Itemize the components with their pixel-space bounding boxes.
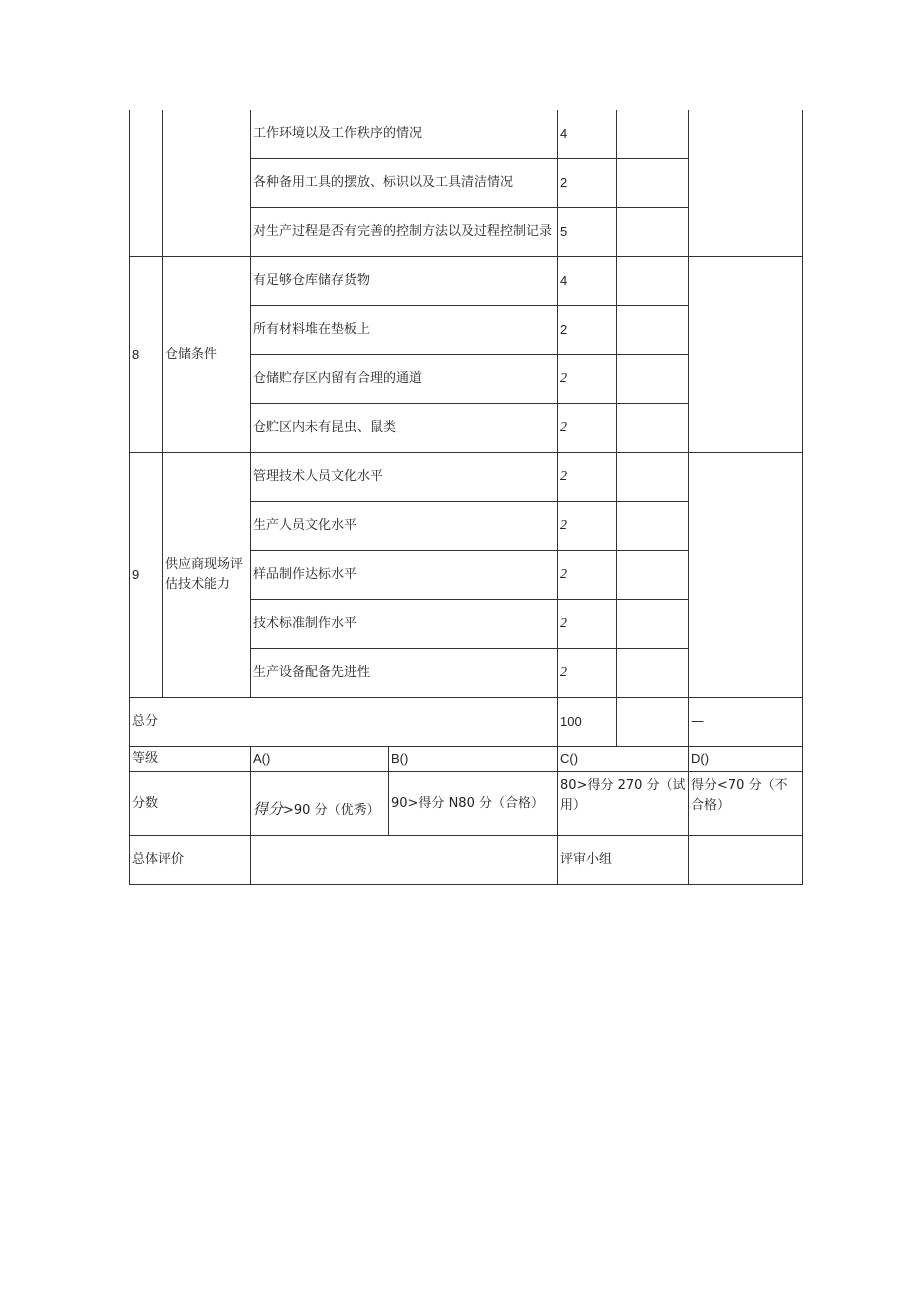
item-score: 4 — [558, 110, 617, 159]
item-text: 各种备用工具的摆放、标识以及工具清洁情况 — [251, 159, 558, 208]
total-score: 100 — [558, 698, 617, 747]
total-label: 总分 — [130, 698, 558, 747]
section7-category-cell — [163, 110, 251, 257]
score-label: 分数 — [130, 772, 251, 836]
item-actual-score — [617, 453, 689, 502]
score-range-a — [251, 772, 389, 836]
total-remark: — — [689, 698, 803, 747]
table-row — [130, 453, 803, 502]
supplier-evaluation-table — [129, 110, 803, 885]
review-team-value — [689, 836, 803, 885]
item-text: 对生产过程是否有完善的控制方法以及过程控制记录 — [251, 208, 558, 257]
item-text: 有足够仓库储存货物 — [251, 257, 558, 306]
item-score: 2 — [558, 502, 617, 551]
overall-label: 总体评价 — [130, 836, 251, 885]
item-score: 2 — [558, 453, 617, 502]
section7-remark-cell — [689, 110, 803, 257]
item-text: 仓贮区内未有昆虫、鼠类 — [251, 404, 558, 453]
score-range-a-prefix: 得分 — [253, 802, 284, 818]
score-range-a-rest: >90 分（优秀） — [283, 803, 380, 818]
item-score: 2 — [558, 355, 617, 404]
item-text: 技术标准制作水平 — [251, 600, 558, 649]
item-score: 2 — [558, 159, 617, 208]
item-score: 2 — [558, 649, 617, 698]
grade-a: A() — [251, 747, 389, 772]
table-row — [130, 110, 803, 159]
section7-no-cell — [130, 110, 163, 257]
item-actual-score — [617, 306, 689, 355]
section9-remark-cell — [689, 453, 803, 698]
score-range-d: 得分<70 分（不合格） — [689, 772, 803, 836]
item-actual-score — [617, 257, 689, 306]
item-actual-score — [617, 551, 689, 600]
item-actual-score — [617, 110, 689, 159]
item-actual-score — [617, 502, 689, 551]
grade-c: C() — [558, 747, 689, 772]
section-number: 9 — [130, 453, 163, 698]
item-text: 管理技术人员文化水平 — [251, 453, 558, 502]
section8-remark-cell — [689, 257, 803, 453]
item-actual-score — [617, 649, 689, 698]
grade-b: B() — [389, 747, 558, 772]
item-text: 生产人员文化水平 — [251, 502, 558, 551]
item-text: 工作环境以及工作秩序的情况 — [251, 110, 558, 159]
section-category: 仓储条件 — [163, 257, 251, 453]
item-score: 4 — [558, 257, 617, 306]
review-team-label: 评审小组 — [558, 836, 689, 885]
item-score: 2 — [558, 600, 617, 649]
item-actual-score — [617, 159, 689, 208]
grade-label: 等级 — [130, 747, 251, 772]
grade-d: D() — [689, 747, 803, 772]
overall-comment — [251, 836, 558, 885]
item-text: 生产设备配备先进性 — [251, 649, 558, 698]
section-category: 供应商现场评估技术能力 — [163, 453, 251, 698]
item-actual-score — [617, 404, 689, 453]
score-range-b: 90>得分 N80 分（合格） — [389, 772, 558, 836]
table-row — [130, 257, 803, 306]
item-score: 5 — [558, 208, 617, 257]
item-actual-score — [617, 600, 689, 649]
item-actual-score — [617, 355, 689, 404]
item-text: 所有材料堆在垫板上 — [251, 306, 558, 355]
item-text: 样品制作达标水平 — [251, 551, 558, 600]
item-score: 2 — [558, 551, 617, 600]
overall-row — [130, 836, 803, 885]
item-score: 2 — [558, 306, 617, 355]
item-actual-score — [617, 208, 689, 257]
total-actual-score — [617, 698, 689, 747]
total-row — [130, 698, 803, 747]
item-text: 仓储贮存区内留有合理的通道 — [251, 355, 558, 404]
score-range-row — [130, 772, 803, 836]
section-number: 8 — [130, 257, 163, 453]
grade-row — [130, 747, 803, 772]
item-score: 2 — [558, 404, 617, 453]
score-range-c: 80>得分 270 分（试用） — [558, 772, 689, 836]
